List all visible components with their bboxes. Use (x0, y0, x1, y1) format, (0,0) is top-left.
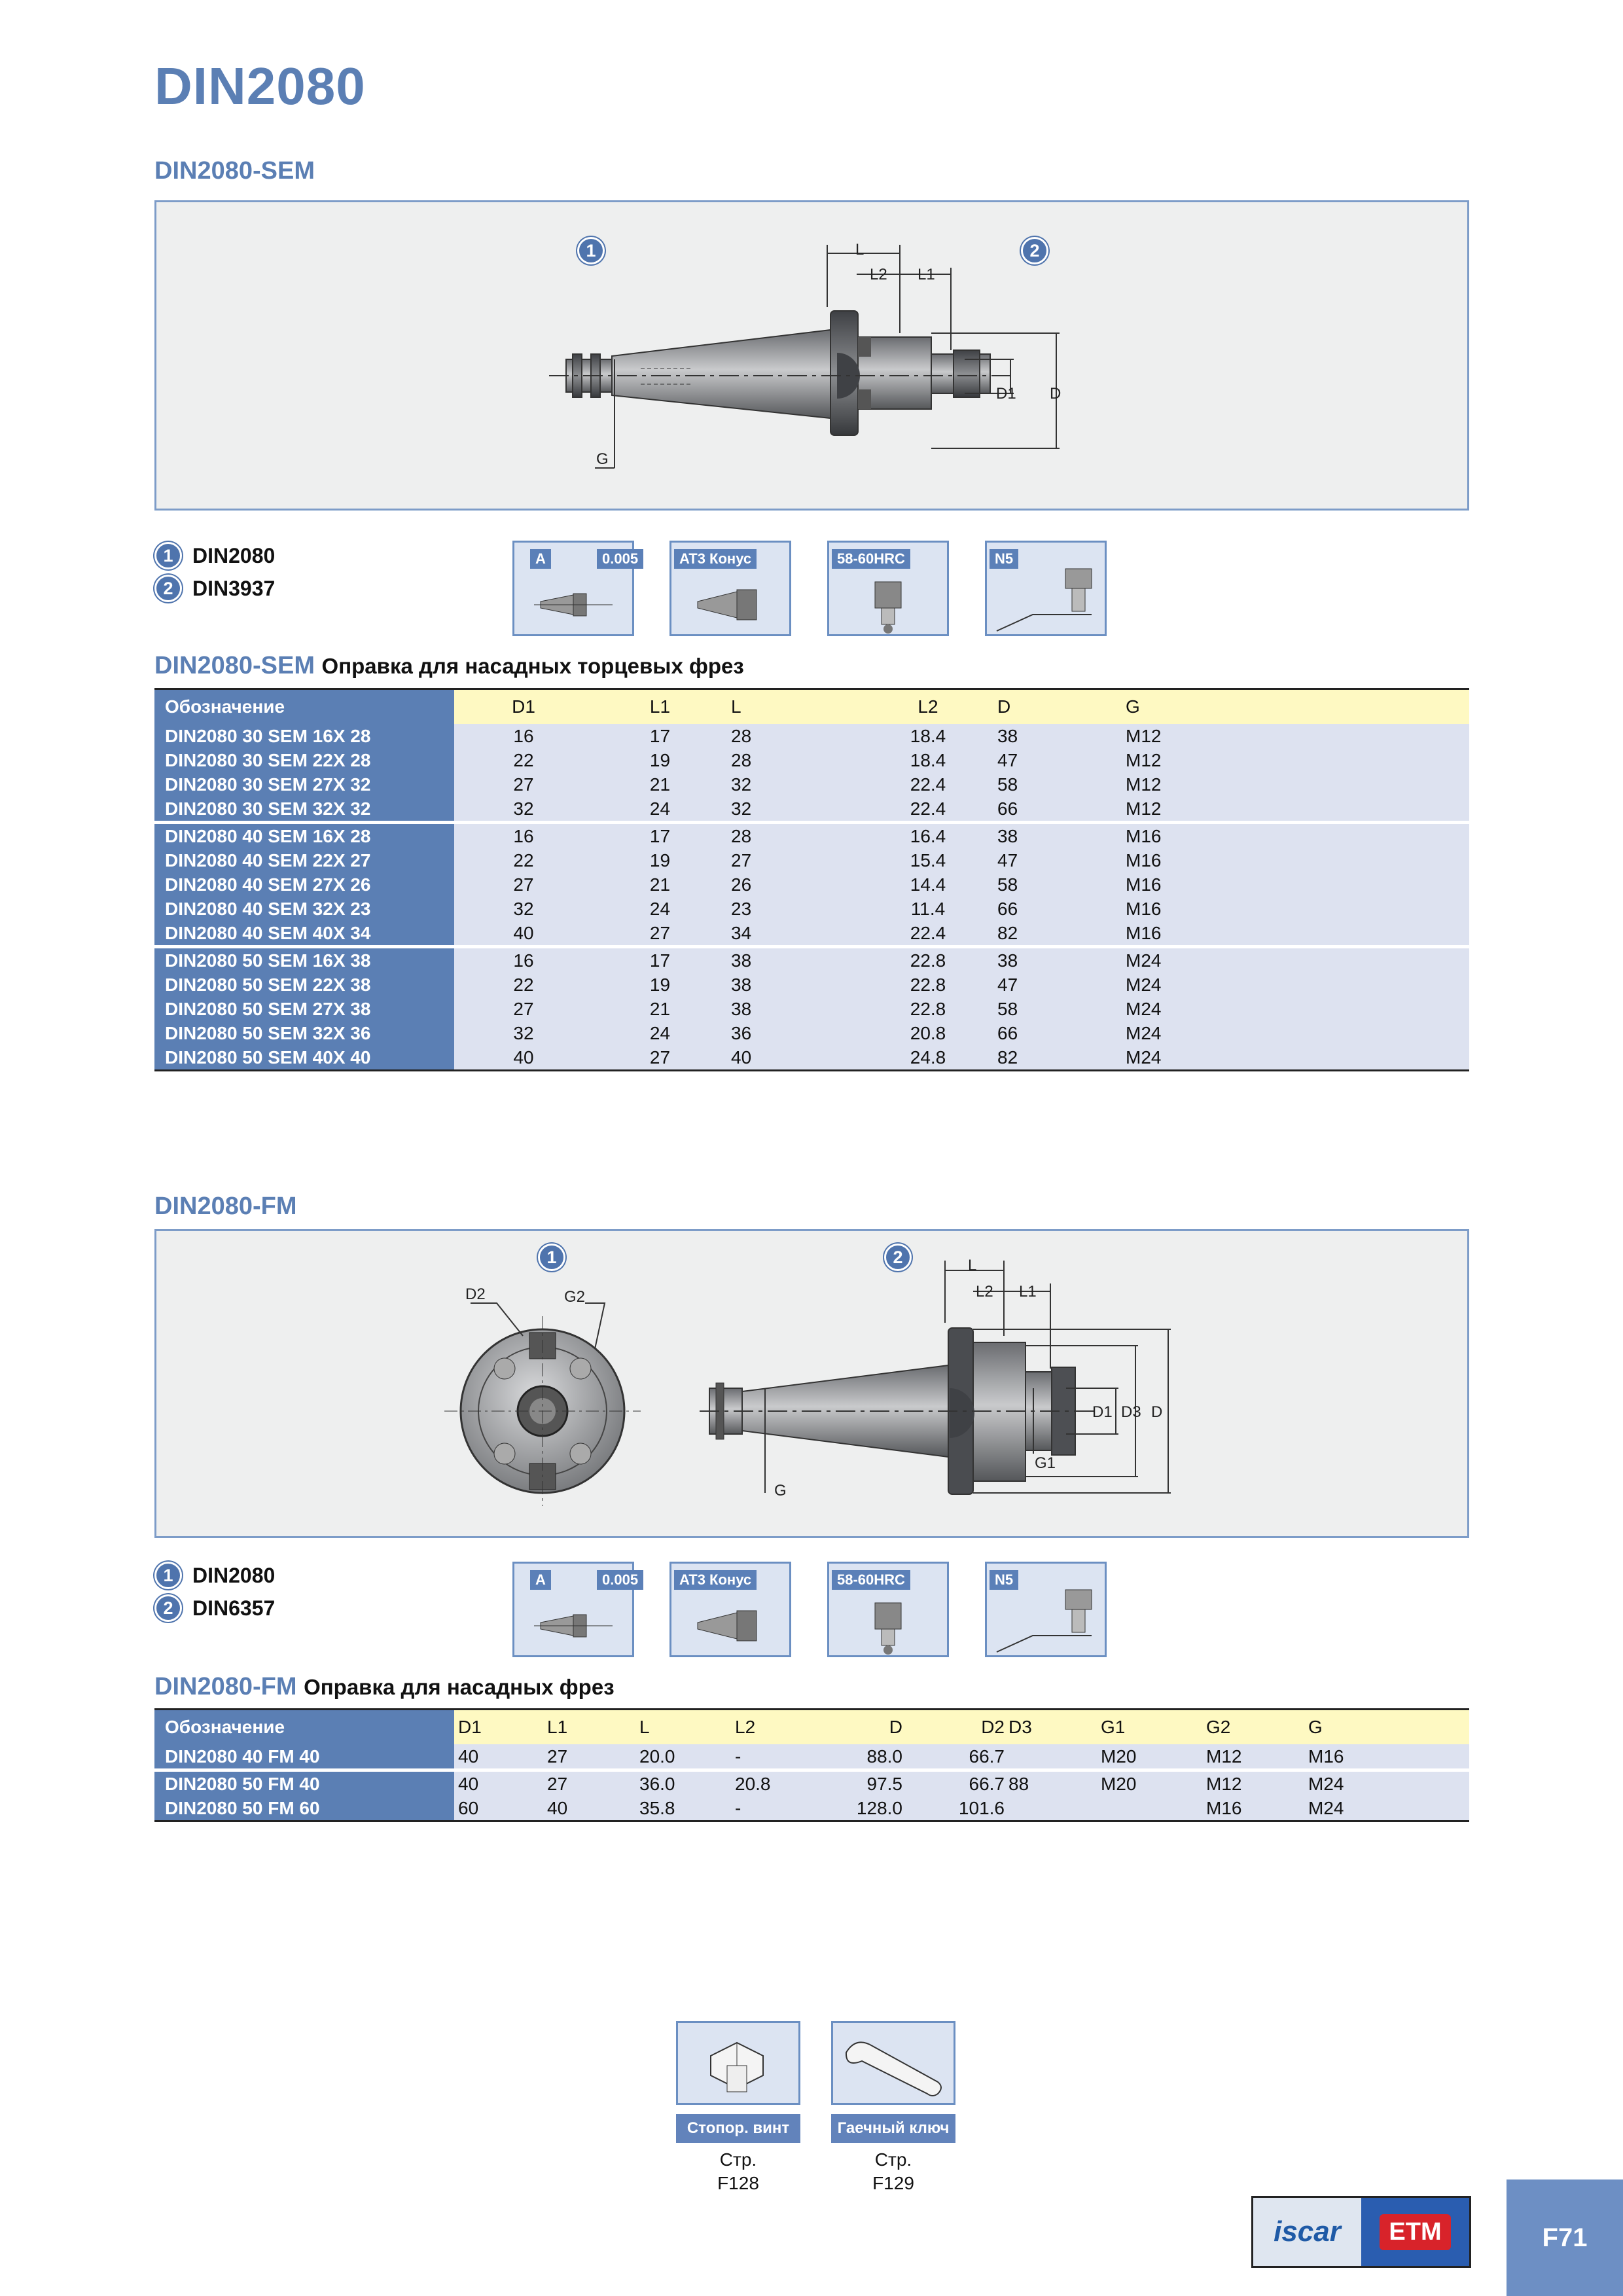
value-cell: 27 (727, 848, 859, 872)
runout-value: 0.005 (597, 549, 643, 569)
value-cell: 17 (589, 947, 727, 973)
fm-table-title: DIN2080-FM Оправка для насадных фрез (154, 1673, 615, 1700)
dim-d: D (1151, 1403, 1163, 1421)
value-cell: M20 (1097, 1770, 1202, 1797)
column-header: L2 (859, 689, 993, 725)
value-cell: 32 (727, 797, 859, 823)
column-header: D (993, 689, 1122, 725)
value-cell: 24 (589, 897, 727, 921)
iscar-logo: iscar (1253, 2198, 1361, 2266)
value-cell: 22 (454, 848, 589, 872)
page-number: F71 (1507, 2179, 1623, 2296)
value-cell: M12 (1122, 724, 1469, 748)
runout-value: 0.005 (597, 1570, 643, 1590)
value-cell: 82 (993, 1045, 1122, 1071)
column-header: D1 (454, 1710, 543, 1745)
value-cell: 40 (543, 1796, 635, 1821)
dim-d: D (1050, 385, 1061, 403)
column-header: D3 (1005, 1710, 1097, 1745)
designation-cell: DIN2080 40 FM 40 (154, 1744, 454, 1770)
value-cell: 32 (454, 897, 589, 921)
value-cell: 97.5 (827, 1770, 902, 1797)
designation-cell: DIN2080 50 SEM 22X 38 (154, 973, 454, 997)
value-cell: 27 (589, 921, 727, 947)
value-cell: 24 (589, 797, 727, 823)
value-cell: M16 (1122, 848, 1469, 872)
legend-label: DIN3937 (192, 576, 276, 600)
designation-cell: DIN2080 40 SEM 27X 26 (154, 872, 454, 897)
value-cell: M12 (1122, 772, 1469, 797)
taper-label: AT3 Конус (674, 549, 757, 569)
legend-label: DIN2080 (192, 1563, 276, 1587)
runout-icon (512, 1562, 639, 1657)
value-cell: 27 (454, 872, 589, 897)
value-cell: 21 (589, 997, 727, 1021)
column-header: D2 (902, 1710, 1005, 1745)
designation-cell: DIN2080 40 SEM 40X 34 (154, 921, 454, 947)
designation-cell: DIN2080 30 SEM 27X 32 (154, 772, 454, 797)
finish-icon (985, 1562, 1107, 1657)
value-cell: 66 (993, 797, 1122, 823)
finish-label: N5 (990, 1570, 1018, 1590)
column-header: G2 (1202, 1710, 1304, 1745)
dim-l2: L2 (976, 1283, 993, 1300)
value-cell: 28 (727, 748, 859, 772)
legend-badge: 2 (154, 1594, 182, 1622)
value-cell: 101.6 (902, 1796, 1005, 1821)
value-cell: 21 (589, 872, 727, 897)
table-row (154, 897, 1469, 921)
taper-icon (669, 541, 791, 636)
legend-item (154, 572, 275, 605)
dim-d2: D2 (465, 1285, 486, 1303)
hardness-label: 58-60HRC (832, 1570, 910, 1590)
fm-holder-drawing (156, 1231, 1467, 1536)
designation-cell: DIN2080 30 SEM 22X 28 (154, 748, 454, 772)
value-cell: 40 (727, 1045, 859, 1071)
value-cell: 23 (727, 897, 859, 921)
value-cell: 36.0 (635, 1770, 731, 1797)
value-cell: 11.4 (859, 897, 993, 921)
column-header: L (727, 689, 859, 725)
dim-d1: D1 (1092, 1403, 1113, 1421)
value-cell: M24 (1304, 1796, 1469, 1821)
value-cell: 14.4 (859, 872, 993, 897)
runout-icon (512, 541, 639, 636)
column-header: G (1122, 689, 1469, 725)
value-cell: 36 (727, 1021, 859, 1045)
table-row (154, 872, 1469, 897)
callout-2: 2 (1021, 237, 1048, 264)
value-cell: 19 (589, 848, 727, 872)
sem-legend (154, 539, 275, 605)
sem-drawing (154, 200, 1469, 511)
value-cell: 15.4 (859, 848, 993, 872)
value-cell: 40 (454, 1770, 543, 1797)
value-cell: 58 (993, 997, 1122, 1021)
designation-cell: DIN2080 30 SEM 16X 28 (154, 724, 454, 748)
set-screw-icon (676, 2021, 800, 2105)
value-cell: 38 (993, 947, 1122, 973)
column-header: D1 (454, 689, 589, 725)
value-cell: M16 (1122, 872, 1469, 897)
value-cell: 20.8 (859, 1021, 993, 1045)
legend-item (154, 1559, 275, 1592)
value-cell: 22.4 (859, 921, 993, 947)
value-cell: 16 (454, 947, 589, 973)
value-cell: - (731, 1796, 827, 1821)
value-cell: M20 (1097, 1744, 1202, 1770)
value-cell: 17 (589, 823, 727, 849)
value-cell: M12 (1122, 748, 1469, 772)
table-row (154, 724, 1469, 748)
designation-cell: DIN2080 50 SEM 16X 38 (154, 947, 454, 973)
sem-holder-drawing (156, 202, 1467, 509)
table-row (154, 1770, 1469, 1797)
table-row (154, 1796, 1469, 1821)
taper-label: AT3 Конус (674, 1570, 757, 1590)
value-cell: 40 (454, 1045, 589, 1071)
taper-icon (669, 1562, 791, 1657)
dim-g: G (596, 450, 609, 468)
value-cell: 47 (993, 748, 1122, 772)
dim-g: G (774, 1482, 787, 1499)
brand-logos (1251, 2196, 1471, 2268)
value-cell: 24 (589, 1021, 727, 1045)
table-row (154, 823, 1469, 849)
value-cell: 22.4 (859, 797, 993, 823)
finish-icon (985, 541, 1107, 636)
dim-l: L (968, 1257, 977, 1274)
dim-l: L (855, 241, 865, 259)
table-row (154, 1744, 1469, 1770)
value-cell: M24 (1122, 947, 1469, 973)
value-cell: 20.0 (635, 1744, 731, 1770)
table-row (154, 797, 1469, 823)
designation-cell: DIN2080 30 SEM 32X 32 (154, 797, 454, 823)
legend-item (154, 539, 275, 572)
callout-2: 2 (884, 1244, 912, 1271)
value-cell: M16 (1122, 897, 1469, 921)
value-cell: 21 (589, 772, 727, 797)
value-cell: 16.4 (859, 823, 993, 849)
legend-label: DIN6357 (192, 1596, 276, 1620)
value-cell: 58 (993, 772, 1122, 797)
table-row (154, 848, 1469, 872)
value-cell: - (731, 1744, 827, 1770)
dim-g1: G1 (1035, 1454, 1056, 1472)
value-cell: 66 (993, 1021, 1122, 1045)
value-cell: 26 (727, 872, 859, 897)
callout-1: 1 (577, 237, 605, 264)
sem-heading: DIN2080-SEM (154, 157, 315, 185)
dim-l1: L1 (1019, 1283, 1037, 1300)
value-cell: 40 (454, 921, 589, 947)
table-row (154, 997, 1469, 1021)
table-row (154, 1045, 1469, 1071)
value-cell: 28 (727, 823, 859, 849)
legend-badge: 1 (154, 1562, 182, 1589)
sem-spec-table (154, 688, 1469, 1071)
value-cell: 16 (454, 823, 589, 849)
column-header: L (635, 1710, 731, 1745)
designation-cell: DIN2080 40 SEM 32X 23 (154, 897, 454, 921)
value-cell: 32 (454, 1021, 589, 1045)
table-row (154, 772, 1469, 797)
table-row (154, 947, 1469, 973)
fm-spec-table (154, 1708, 1469, 1822)
set-screw-ref: Стр. F128 (717, 2149, 759, 2193)
legend-label: DIN2080 (192, 543, 276, 567)
value-cell: M12 (1202, 1744, 1304, 1770)
table-row (154, 748, 1469, 772)
fm-heading: DIN2080-FM (154, 1193, 297, 1220)
hardness-label: 58-60HRC (832, 549, 910, 569)
column-header: D (827, 1710, 902, 1745)
callout-1: 1 (538, 1244, 565, 1271)
value-cell: 22.8 (859, 973, 993, 997)
value-cell: 27 (543, 1770, 635, 1797)
value-cell: 18.4 (859, 724, 993, 748)
value-cell: 18.4 (859, 748, 993, 772)
designation-cell: DIN2080 40 SEM 22X 27 (154, 848, 454, 872)
value-cell: 38 (727, 997, 859, 1021)
page-title: DIN2080 (154, 57, 366, 115)
value-cell: 22 (454, 748, 589, 772)
value-cell: 38 (727, 947, 859, 973)
value-cell: 47 (993, 973, 1122, 997)
dim-d1: D1 (996, 385, 1016, 403)
value-cell: 27 (454, 772, 589, 797)
value-cell: 35.8 (635, 1796, 731, 1821)
dim-l2: L2 (870, 266, 887, 283)
value-cell: M16 (1122, 823, 1469, 849)
value-cell: M24 (1122, 1045, 1469, 1071)
value-cell: 58 (993, 872, 1122, 897)
value-cell: 66 (993, 897, 1122, 921)
table-row (154, 921, 1469, 947)
value-cell: 22.8 (859, 997, 993, 1021)
value-cell: 47 (993, 848, 1122, 872)
value-cell: 22.8 (859, 947, 993, 973)
wrench-label: Гаечный ключ (831, 2114, 955, 2143)
table-row (154, 973, 1469, 997)
wrench-icon (831, 2021, 955, 2105)
value-cell: 60 (454, 1796, 543, 1821)
value-cell: 17 (589, 724, 727, 748)
value-cell: 88.0 (827, 1744, 902, 1770)
value-cell: M24 (1122, 973, 1469, 997)
column-header: Обозначение (154, 689, 454, 725)
value-cell: 27 (543, 1744, 635, 1770)
dim-l1: L1 (918, 266, 935, 283)
value-cell (1097, 1796, 1202, 1821)
column-header: L2 (731, 1710, 827, 1745)
value-cell: M24 (1304, 1770, 1469, 1797)
designation-cell: DIN2080 50 FM 40 (154, 1770, 454, 1797)
finish-label: N5 (990, 549, 1018, 569)
value-cell: M16 (1202, 1796, 1304, 1821)
value-cell: M24 (1122, 1021, 1469, 1045)
legend-badge: 1 (154, 542, 182, 569)
value-cell: 128.0 (827, 1796, 902, 1821)
value-cell: M12 (1122, 797, 1469, 823)
dim-g2: G2 (564, 1288, 586, 1306)
legend-badge: 2 (154, 575, 182, 602)
value-cell: 28 (727, 724, 859, 748)
value-cell: 27 (589, 1045, 727, 1071)
value-cell: 19 (589, 973, 727, 997)
value-cell: 32 (727, 772, 859, 797)
value-cell: 32 (454, 797, 589, 823)
value-cell: 22 (454, 973, 589, 997)
runout-datum: A (530, 549, 551, 569)
hardness-icon (827, 1562, 949, 1657)
hardness-icon (827, 541, 949, 636)
value-cell: 27 (454, 997, 589, 1021)
value-cell: 22.4 (859, 772, 993, 797)
value-cell: 38 (993, 823, 1122, 849)
value-cell: 24.8 (859, 1045, 993, 1071)
legend-item (154, 1592, 275, 1624)
wrench-ref: Стр. F129 (872, 2149, 914, 2193)
designation-cell: DIN2080 50 SEM 27X 38 (154, 997, 454, 1021)
column-header: Обозначение (154, 1710, 454, 1745)
column-header: G (1304, 1710, 1469, 1745)
value-cell: 38 (993, 724, 1122, 748)
table-row (154, 1021, 1469, 1045)
value-cell: 66.7 (902, 1770, 1005, 1797)
value-cell: 19 (589, 748, 727, 772)
sem-table-title: DIN2080-SEM Оправка для насадных торцевых фрез (154, 652, 744, 679)
designation-cell: DIN2080 40 SEM 16X 28 (154, 823, 454, 849)
value-cell: 40 (454, 1744, 543, 1770)
value-cell: 66.7 (902, 1744, 1005, 1770)
value-cell: 82 (993, 921, 1122, 947)
designation-cell: DIN2080 50 SEM 32X 36 (154, 1021, 454, 1045)
value-cell: M12 (1202, 1770, 1304, 1797)
set-screw-label: Стопор. винт (676, 2114, 800, 2143)
runout-datum: A (530, 1570, 551, 1590)
value-cell: M16 (1304, 1744, 1469, 1770)
designation-cell: DIN2080 50 SEM 40X 40 (154, 1045, 454, 1071)
value-cell (1005, 1744, 1097, 1770)
value-cell: 38 (727, 973, 859, 997)
dim-d3: D3 (1121, 1403, 1141, 1421)
fm-legend (154, 1559, 275, 1624)
value-cell: 20.8 (731, 1770, 827, 1797)
value-cell (1005, 1796, 1097, 1821)
etm-logo: ETM (1361, 2198, 1469, 2266)
column-header: L1 (589, 689, 727, 725)
fm-drawing (154, 1229, 1469, 1538)
column-header: L1 (543, 1710, 635, 1745)
value-cell: 16 (454, 724, 589, 748)
value-cell: 88 (1005, 1770, 1097, 1797)
column-header: G1 (1097, 1710, 1202, 1745)
value-cell: M16 (1122, 921, 1469, 947)
designation-cell: DIN2080 50 FM 60 (154, 1796, 454, 1821)
value-cell: M24 (1122, 997, 1469, 1021)
value-cell: 34 (727, 921, 859, 947)
